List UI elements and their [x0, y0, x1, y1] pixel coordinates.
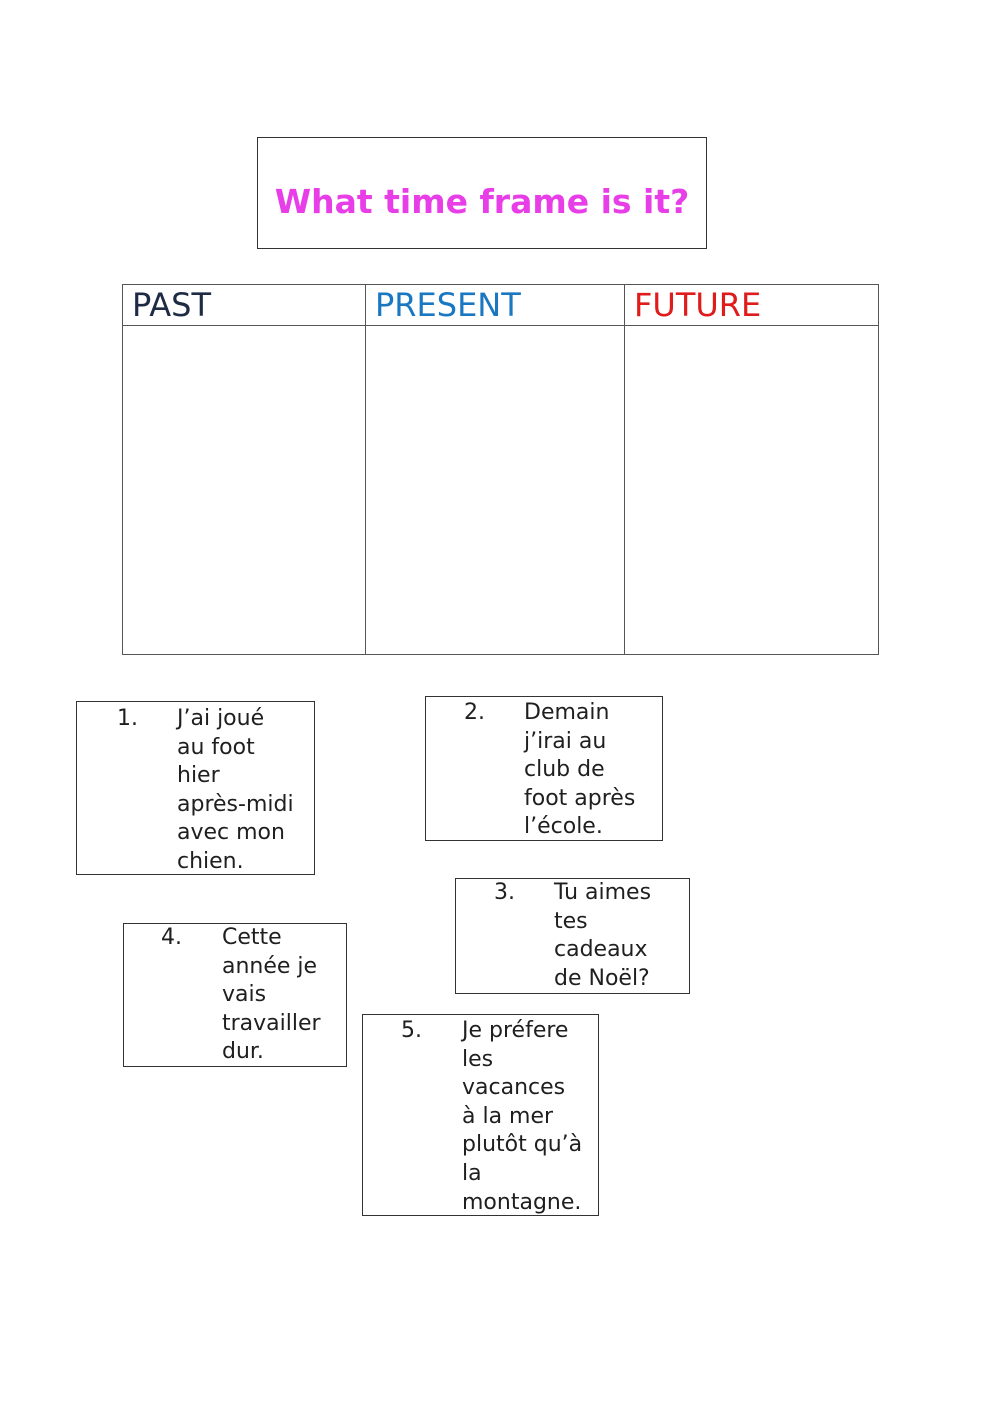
column-header-present: PRESENT: [366, 285, 625, 326]
sentence-card-2[interactable]: [425, 696, 663, 841]
card-number: 1.: [117, 706, 138, 731]
sentence-card-1[interactable]: [76, 701, 315, 875]
sentence-card-3[interactable]: [455, 878, 690, 994]
sentence-card-4[interactable]: [123, 923, 347, 1067]
worksheet-title: What time frame is it?: [274, 181, 690, 221]
card-number: 3.: [494, 880, 515, 905]
column-header-future: FUTURE: [625, 285, 879, 326]
card-number: 5.: [401, 1018, 422, 1043]
column-header-past: PAST: [123, 285, 366, 326]
table-header-row: [123, 285, 879, 326]
drop-zone-past[interactable]: [123, 326, 366, 655]
title-box: [257, 137, 707, 249]
sentence-card-5[interactable]: [362, 1014, 599, 1216]
time-frame-table: [122, 284, 879, 655]
card-number: 4.: [161, 925, 182, 950]
table-drop-row: [123, 326, 879, 655]
card-sentence: Cette année je vais travailler dur.: [222, 925, 321, 1065]
card-number: 2.: [464, 700, 485, 725]
card-sentence: Tu aimes tes cadeaux de Noël?: [554, 880, 652, 991]
drop-zone-present[interactable]: [366, 326, 625, 655]
card-sentence: J’ai joué au foot hier après-midi avec mon chien.: [177, 706, 294, 874]
drop-zone-future[interactable]: [625, 326, 879, 655]
card-sentence: Demain j’irai au club de foot après l’école.: [524, 700, 636, 840]
card-sentence: Je préfere les vacances à la mer plutôt qu’à la montagne.: [462, 1018, 583, 1215]
